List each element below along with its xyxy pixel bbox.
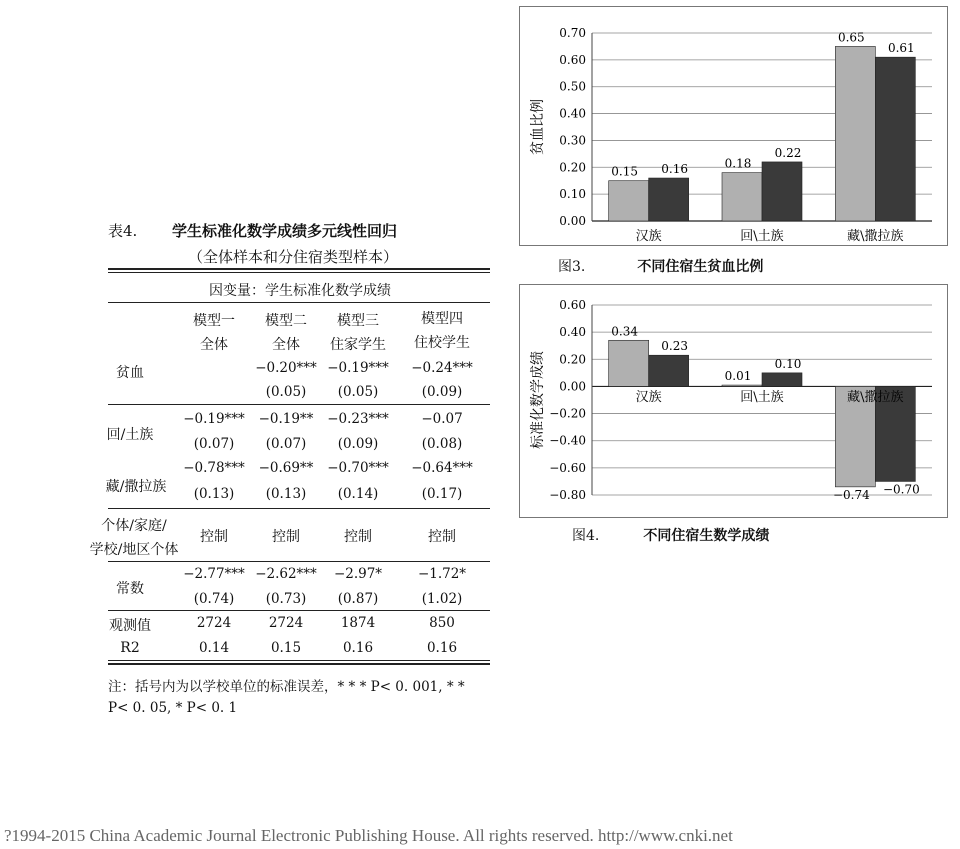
obs-value: 1874 [340, 615, 376, 631]
coef: −0.19** [258, 411, 314, 427]
bar [722, 173, 762, 221]
y-axis-label: 标准化数学成绩 [530, 351, 546, 449]
data-label: −0.70 [882, 482, 920, 497]
controls-value: 控制 [272, 529, 300, 545]
y-tick-label: 0.40 [559, 325, 586, 340]
bar [835, 46, 875, 221]
data-label: −0.74 [832, 487, 870, 502]
obs-value: 850 [429, 615, 455, 631]
figure-3-caption [558, 256, 763, 276]
r2-value: 0.16 [342, 640, 374, 656]
controls-value: 控制 [200, 529, 228, 545]
se: (0.08) [421, 436, 463, 452]
se: (0.87) [337, 591, 379, 607]
bar [649, 178, 689, 221]
table-title: 学生标准化数学成绩多元线性回归 [172, 222, 398, 240]
model-name: 模型三 [337, 313, 379, 329]
coef: −0.78*** [183, 460, 245, 476]
coef: −2.77*** [183, 566, 245, 582]
data-label: 0.15 [611, 164, 639, 179]
data-label: 0.61 [887, 41, 915, 56]
obs-label: 观测值 [109, 618, 151, 634]
constant-label: 常数 [116, 581, 144, 597]
bar [875, 57, 915, 221]
se: (0.73) [265, 591, 307, 607]
dependent-variable: 因变量：学生标准化数学成绩 [209, 283, 391, 299]
table-note: 注：括号内为以学校单位的标准误差，* * * P< 0. 001, * * [108, 679, 465, 695]
obs-value: 2724 [268, 615, 304, 631]
coef: −0.64*** [411, 460, 473, 476]
y-tick-label: 0.60 [559, 52, 586, 67]
table-note: P< 0. 05, * P< 0. 1 [108, 700, 238, 716]
table-bottom-rule-2 [108, 663, 490, 665]
category-label: 汉族 [635, 390, 662, 405]
figure-3-chart [520, 7, 947, 245]
figure-3-frame [519, 6, 948, 246]
controls-value: 控制 [344, 529, 372, 545]
rule [108, 404, 490, 405]
bar [609, 181, 649, 221]
category-label: 藏\撒拉族 [847, 229, 904, 244]
model-sample: 住家学生 [330, 337, 386, 353]
se: (0.13) [193, 486, 235, 502]
coef: −0.19*** [327, 360, 389, 376]
table-top-rule-2 [108, 272, 490, 273]
bar [722, 385, 762, 386]
figure-4-caption [572, 525, 769, 545]
bar [762, 373, 802, 387]
figure-title: 不同住宿生贫血比例 [637, 259, 764, 275]
se: (0.07) [193, 436, 235, 452]
category-label: 汉族 [635, 229, 662, 244]
data-label: 0.18 [724, 156, 752, 171]
se: (0.05) [337, 384, 379, 400]
se: (0.14) [337, 486, 379, 502]
r2-value: 0.16 [426, 640, 458, 656]
model-sample: 全体 [200, 337, 228, 353]
rule [108, 508, 490, 509]
data-label: 0.34 [611, 324, 639, 339]
coef: −0.24*** [411, 360, 473, 376]
data-label: 0.65 [837, 30, 865, 45]
data-label: 0.23 [661, 339, 689, 354]
table-number: 表4. [108, 222, 138, 240]
se: (0.07) [265, 436, 307, 452]
bar [762, 162, 802, 221]
coef: −0.19*** [183, 411, 245, 427]
y-tick-label: 0.00 [559, 379, 586, 394]
r2-label: R2 [120, 640, 140, 656]
r2-value: 0.15 [270, 640, 302, 656]
copyright-footer: ?1994-2015 China Academic Journal Electronic Publishing House. All rights reserved. http://www.cnki.net [4, 826, 733, 845]
y-tick-label: −0.80 [549, 488, 586, 502]
rule [108, 610, 490, 611]
figure-title: 不同住宿生数学成绩 [643, 528, 770, 544]
controls-label: 学校/地区个体 [89, 542, 179, 558]
data-label: 0.01 [724, 369, 752, 384]
row-label: 回/土族 [106, 427, 154, 443]
coef: −0.23*** [327, 411, 389, 427]
y-tick-label: 0.60 [559, 298, 586, 312]
row-label: 藏/撒拉族 [105, 479, 167, 495]
table-subtitle: （全体样本和分住宿类型样本） [188, 248, 399, 266]
model-name: 模型一 [193, 313, 235, 329]
category-label: 回\土族 [740, 390, 784, 405]
coef: −0.70*** [327, 460, 389, 476]
data-label: 0.10 [774, 356, 802, 371]
y-tick-label: 0.20 [559, 160, 586, 175]
bar [649, 355, 689, 386]
y-tick-label: 0.40 [559, 106, 586, 121]
y-tick-label: −0.20 [549, 406, 586, 421]
data-label: 0.16 [661, 162, 689, 177]
y-tick-label: −0.60 [549, 460, 586, 475]
coef: −0.20*** [255, 360, 317, 376]
figure-number: 图3. [558, 259, 586, 275]
coef: −0.69** [258, 460, 314, 476]
figure-4-chart [520, 285, 947, 517]
model-name: 模型二 [265, 313, 307, 329]
data-label: 0.22 [774, 145, 802, 160]
rule [108, 561, 490, 562]
se: (0.13) [265, 486, 307, 502]
coef: −2.97* [333, 566, 383, 582]
model-sample: 住校学生 [414, 335, 470, 351]
obs-value: 2724 [196, 615, 232, 631]
y-tick-label: 0.70 [559, 26, 586, 40]
figure-number: 图4. [572, 528, 600, 544]
se: (0.05) [265, 384, 307, 400]
rule [108, 302, 490, 303]
y-tick-label: 0.00 [559, 214, 586, 228]
bar [609, 340, 649, 386]
r2-value: 0.14 [198, 640, 230, 656]
model-name: 模型四 [421, 311, 463, 327]
se: (0.74) [193, 591, 235, 607]
se: (0.09) [421, 384, 463, 400]
se: (1.02) [421, 591, 463, 607]
y-tick-label: 0.20 [559, 352, 586, 367]
table-bottom-rule [108, 660, 490, 661]
se: (0.17) [421, 486, 463, 502]
row-label: 贫血 [116, 365, 144, 381]
se: (0.09) [337, 436, 379, 452]
controls-value: 控制 [428, 529, 456, 545]
model-sample: 全体 [272, 337, 300, 353]
category-label: 回\土族 [740, 229, 784, 244]
figure-4-frame [519, 284, 948, 518]
y-axis-label: 贫血比例 [530, 99, 546, 155]
y-tick-label: −0.40 [549, 433, 586, 448]
controls-label: 个体/家庭/ [101, 518, 167, 534]
coef: −2.62*** [255, 566, 317, 582]
coef: −0.07 [421, 411, 463, 427]
table-top-rule [108, 268, 490, 270]
y-tick-label: 0.50 [559, 79, 586, 94]
y-tick-label: 0.10 [559, 187, 586, 202]
y-tick-label: 0.30 [559, 133, 586, 148]
category-label: 藏\撒拉族 [847, 390, 904, 405]
coef: −1.72* [417, 566, 467, 582]
